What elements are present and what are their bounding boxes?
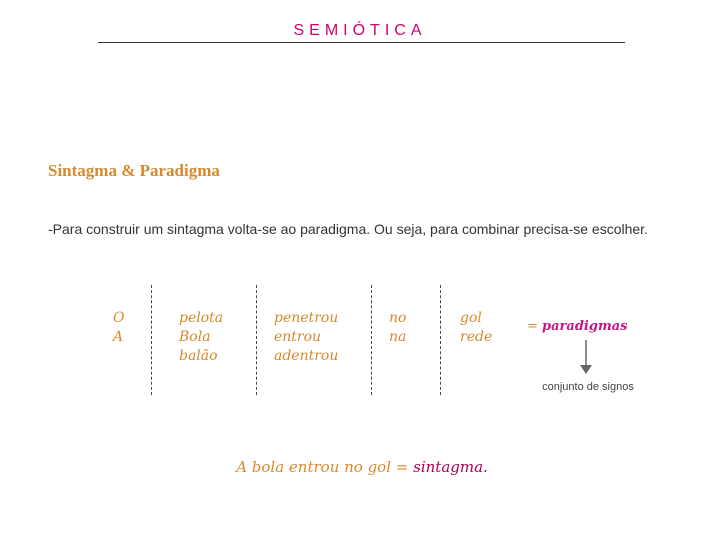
column-divider [371,285,372,395]
word-item: gol [460,310,482,326]
word-item: Bola [179,329,211,345]
word-column-noun [179,309,223,366]
word-item: penetrou [274,310,339,326]
word-item: rede [460,329,493,345]
word-item: no [389,310,407,326]
page-title: SEMIÓTICA [293,22,427,39]
equals-sign: = [527,319,538,334]
conclusion-sentence [0,458,720,476]
word-item: na [389,329,407,345]
paradigm-note: conjunto de signos [542,381,634,393]
word-item: A [113,329,124,345]
arrow-down-icon [578,340,594,376]
word-item: pelota [179,310,224,326]
paradigm-term: paradigmas [542,319,628,334]
word-item: adentrou [274,348,339,364]
word-column-object [460,309,492,347]
word-column-verb [274,309,338,366]
paradigm-label [527,319,627,334]
word-item: entrou [274,329,322,345]
column-divider [151,285,152,395]
conclusion-text: A bola entrou no gol = [236,458,409,476]
header-divider [98,42,625,43]
word-column-preposition [389,309,406,347]
column-divider [256,285,257,395]
word-column-article [113,309,124,347]
body-paragraph: -Para construir um sintagma volta-se ao paradigma. Ou seja, para combinar precisa-se escolher. [48,221,648,237]
section-title: Sintagma & Paradigma [48,161,220,180]
conclusion-highlight: sintagma. [413,458,488,476]
word-item: balão [179,348,218,364]
column-divider [440,285,441,395]
word-item: O [113,310,125,326]
